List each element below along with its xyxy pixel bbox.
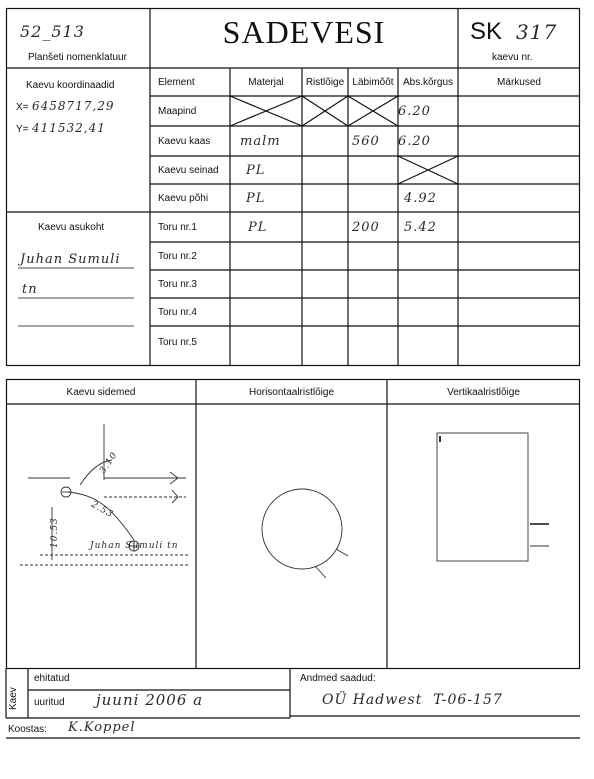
header-section: Ristlõige bbox=[305, 76, 345, 88]
cell-elevation: 6.20 bbox=[398, 133, 431, 149]
cell-diameter: 200 bbox=[352, 219, 380, 235]
horizontal-section-label: Horisontaalristlõige bbox=[248, 386, 335, 398]
row-element: Toru nr.5 bbox=[158, 336, 197, 348]
nomenclature-value: 52_513 bbox=[20, 22, 85, 41]
data-source-label: Andmed saadud: bbox=[300, 673, 376, 684]
location-line-2: tn bbox=[22, 282, 38, 297]
built-label: ehitatud bbox=[34, 673, 70, 684]
header-notes: Märkused bbox=[497, 76, 541, 88]
author-label: Koostas: bbox=[8, 724, 47, 735]
row-element: Kaevu kaas bbox=[158, 135, 211, 147]
nomenclature-label: Planšeti nomenklatuur bbox=[28, 52, 127, 63]
cell-elevation: 6.20 bbox=[398, 103, 431, 119]
header-elevation: Abs.kõrgus bbox=[402, 76, 454, 88]
y-label: Y= bbox=[16, 124, 29, 135]
data-source-value: OÜ Hadwest T-06-157 bbox=[322, 692, 503, 708]
cell-elevation: 4.92 bbox=[404, 190, 437, 206]
cell-material: PL bbox=[248, 219, 268, 235]
row-element: Kaevu põhi bbox=[158, 192, 209, 204]
header-element: Element bbox=[158, 76, 195, 88]
cell-material: PL bbox=[246, 162, 266, 178]
well-number: 317 bbox=[516, 20, 558, 44]
x-label: X= bbox=[16, 102, 29, 113]
surveyed-label: uuritud bbox=[34, 697, 65, 708]
row-element: Toru nr.2 bbox=[158, 250, 197, 262]
page-title: SADEVESI bbox=[222, 14, 386, 50]
well-number-label: kaevu nr. bbox=[492, 52, 533, 63]
row-element: Toru nr.4 bbox=[158, 306, 197, 318]
vertical-section-sketch bbox=[437, 433, 549, 561]
surveyed-value: juuni 2006 a bbox=[96, 691, 204, 709]
dimension-b: 2.53 bbox=[89, 499, 115, 521]
dimension-a: 3.10 bbox=[98, 450, 120, 476]
row-element: Kaevu seinad bbox=[158, 164, 219, 176]
vertical-section-label: Vertikaalristlõige bbox=[447, 386, 520, 398]
location-line-1: Juhan Sumuli bbox=[20, 252, 121, 267]
cell-diameter: 560 bbox=[352, 133, 380, 149]
cell-elevation: 5.42 bbox=[404, 219, 437, 235]
dimension-c: 10.53 bbox=[50, 517, 60, 548]
author-value: K.Koppel bbox=[68, 720, 136, 735]
row-element: Maapind bbox=[158, 105, 197, 117]
header-material: Materjal bbox=[248, 76, 284, 88]
x-value: 6458717,29 bbox=[32, 99, 115, 113]
well-side-label: Kaev bbox=[8, 687, 19, 710]
street-label: Juhan Sumuli tn bbox=[90, 541, 179, 551]
well-prefix: SK bbox=[470, 18, 503, 45]
links-label: Kaevu sidemed bbox=[66, 386, 136, 398]
cell-material: malm bbox=[240, 133, 281, 149]
row-element: Toru nr.3 bbox=[158, 278, 197, 290]
cell-material: PL bbox=[246, 190, 266, 206]
coordinates-label: Kaevu koordinaadid bbox=[26, 80, 115, 91]
y-value: 411532,41 bbox=[32, 121, 106, 135]
row-element: Toru nr.1 bbox=[158, 221, 197, 233]
horizontal-section-sketch bbox=[262, 489, 348, 578]
header-diameter: Läbimõõt bbox=[352, 76, 394, 88]
location-label: Kaevu asukoht bbox=[38, 222, 105, 233]
